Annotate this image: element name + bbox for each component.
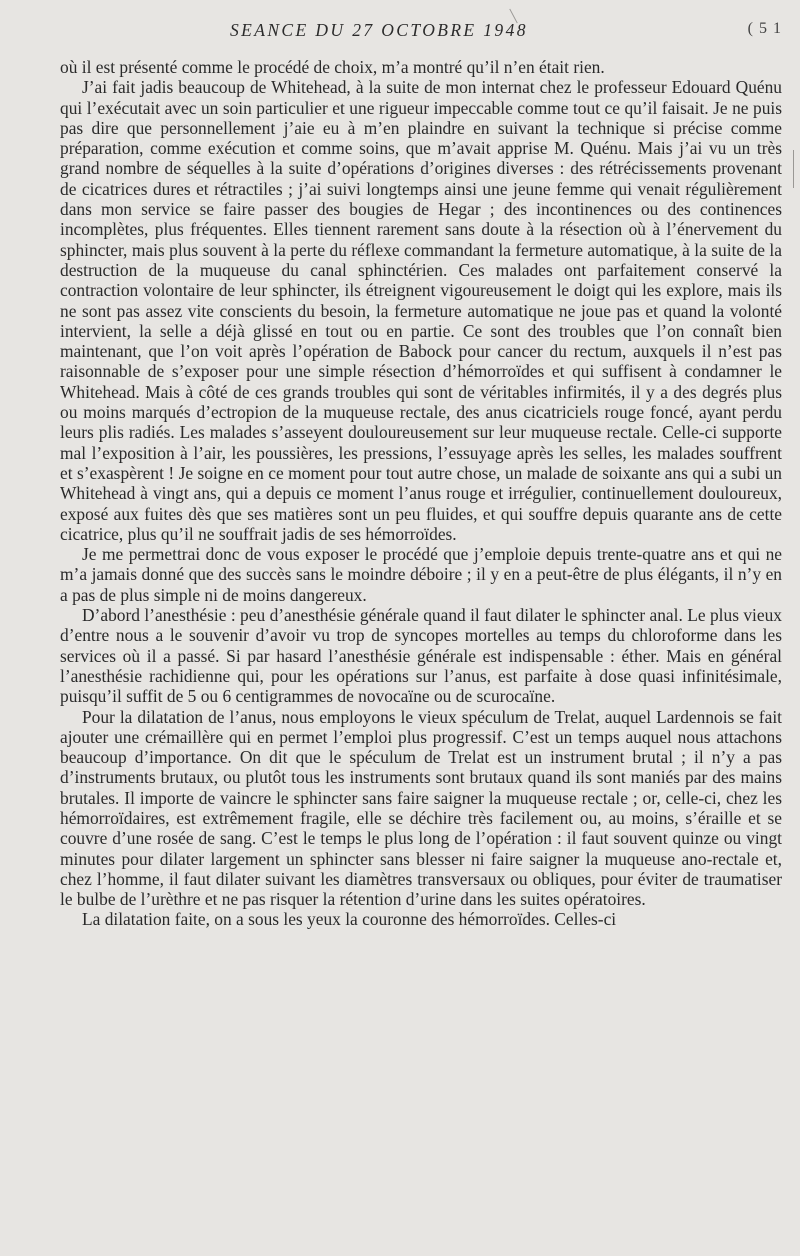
paragraph: où il est présenté comme le procédé de choix, m’a montré qu’il n’en était rien.: [60, 57, 605, 77]
page-number: ( 5 1: [747, 20, 782, 37]
paragraph: Je me permettrai donc de vous exposer le procédé que j’emploie depuis trente-quatre ans et qui ne m’a jamais donné que des succès sans le moindre déboire ; il y en a peut-être de plus élégants, il n’y en a pas de plus simple ni de moins dangereux.: [60, 544, 782, 605]
page-header: [60, 20, 782, 50]
paragraph: La dilatation faite, on a sous les yeux la couronne des hémorroïdes. Celles-ci: [82, 909, 617, 930]
paragraph: Pour la dilatation de l’anus, nous employons le vieux spéculum de Trelat, auquel Lardennois se fait ajouter une crémaillère qui en permet l’emploi plus progressif. C’est un temps auquel nous attachons beaucoup d’importance. On dit que le spéculum de Trelat est un instrument brutal ; il n’y a pas d’instruments brutaux, ou plutôt tous les instruments sont brutaux quand ils sont maniés par des mains brutales. Il importe de vaincre le sphincter sans faire saigner la muqueuse rectale ; or, celle-ci, chez les hémorroïdaires, est extrêmement fragile, elle se déchire très facilement ou, au moins, s’éraille et se couvre d’une rosée de sang. C’est le temps le plus long de l’opération : il faut souvent quinze ou vingt minutes pour dilater largement un sphincter sans blesser ni faire saigner la muqueuse ano-rectale et, chez l’homme, il faut dilater suivant les diamètres transversaux ou obliques, pour éviter de traumatiser le bulbe de l’urèthre et ne pas risquer la rétention d’urine dans les suites opératoires.: [60, 706, 782, 910]
paragraph: J’ai fait jadis beaucoup de Whitehead, à la suite de mon internat chez le professeur Edouard Quénu qui l’exécutait avec un soin particulier et une rigueur impeccable comme tout ce qu’il faisait. Je ne puis pas dire que personnellement j’aie eu à m’en plaindre en suivant la technique si précise comme préparation, comme exécution et comme soins, que m’avait apprise M. Quénu. Mais j’ai vu un très grand nombre de séquelles à la suite d’opérations d’origines diverses : des rétrécissements provenant de cicatrices dures et rétractiles ; j’ai suivi longtemps ainsi une jeune femme qui venait régulièrement dans mon service se faire passer des bougies de Hegar ; des incontinences ou des continences incomplètes, plus fréquentes. Elles tiennent rarement sans doute à la résection où à l’énervement du sphincter, mais plus souvent à la perte du réflexe commandant la fermeture automatique, à la suite de la destruction de la muqueuse du canal sphinctérien. Ces malades ont parfaitement conservé la contraction volontaire de leur sphincter, ils étreignent vigoureusement le doigt qui les explore, mais ils ne sont pas assez vite conscients du besoin, la fermeture automatique ne joue pas et quand la volonté intervient, la selle a déjà glissé en tout ou en partie. Ce sont des troubles que l’on connaît bien maintenant, que l’on voit après l’opération de Babock pour cancer du rectum, auxquels il n’est pas raisonnable de s’exposer pour une simple résection d’hémorroïdes et qui suffisent à condamner le Whitehead. Mais à côté de ces grands troubles qui sont de véritables infirmités, il y a des degrés plus ou moins marqués d’ectropion de la muqueuse rectale, des anus cicatriciels rouge foncé, ayant perdu leurs plis radiés. Les malades s’asseyent douloureusement sur leur muqueuse rectale. Celle-ci supporte mal l’exposition à l’air, les poussières, les pressions, l’essuyage après les selles, les malades souffrent et s’exaspèrent ! Je soigne en ce moment pour tout autre chose, un malade de soixante ans qui a subi un Whitehead à vingt ans, qui a depuis ce moment l’anus rouge et irrégulier, continuellement douloureux, exposé aux fuites dès que ses matières sont un peu fluides, et qui souffre depuis quarante ans de cette cicatrice, plus qu’il ne souffrait jadis de ses hémorroïdes.: [60, 77, 782, 544]
scan-mark: [793, 150, 794, 188]
running-head: SEANCE DU 27 OCTOBRE 1948: [230, 20, 528, 40]
paragraph: D’abord l’anesthésie : peu d’anesthésie générale quand il faut dilater le sphincter anal. Le plus vieux d’entre nous a le souvenir d’avoir vu trop de syncopes mortelles au temps du chloroforme dans les services où il a passé. Si par hasard l’anesthésie générale est indispensable : éther. Mais en général l’anesthésie rachidienne qui, pour les opérations sur l’anus, est parfaite à dose quasi infinitésimale, puisqu’il suffit de 5 ou 6 centigrammes de novocaïne ou de scurocaïne.: [60, 605, 782, 707]
body-text: [60, 57, 782, 930]
